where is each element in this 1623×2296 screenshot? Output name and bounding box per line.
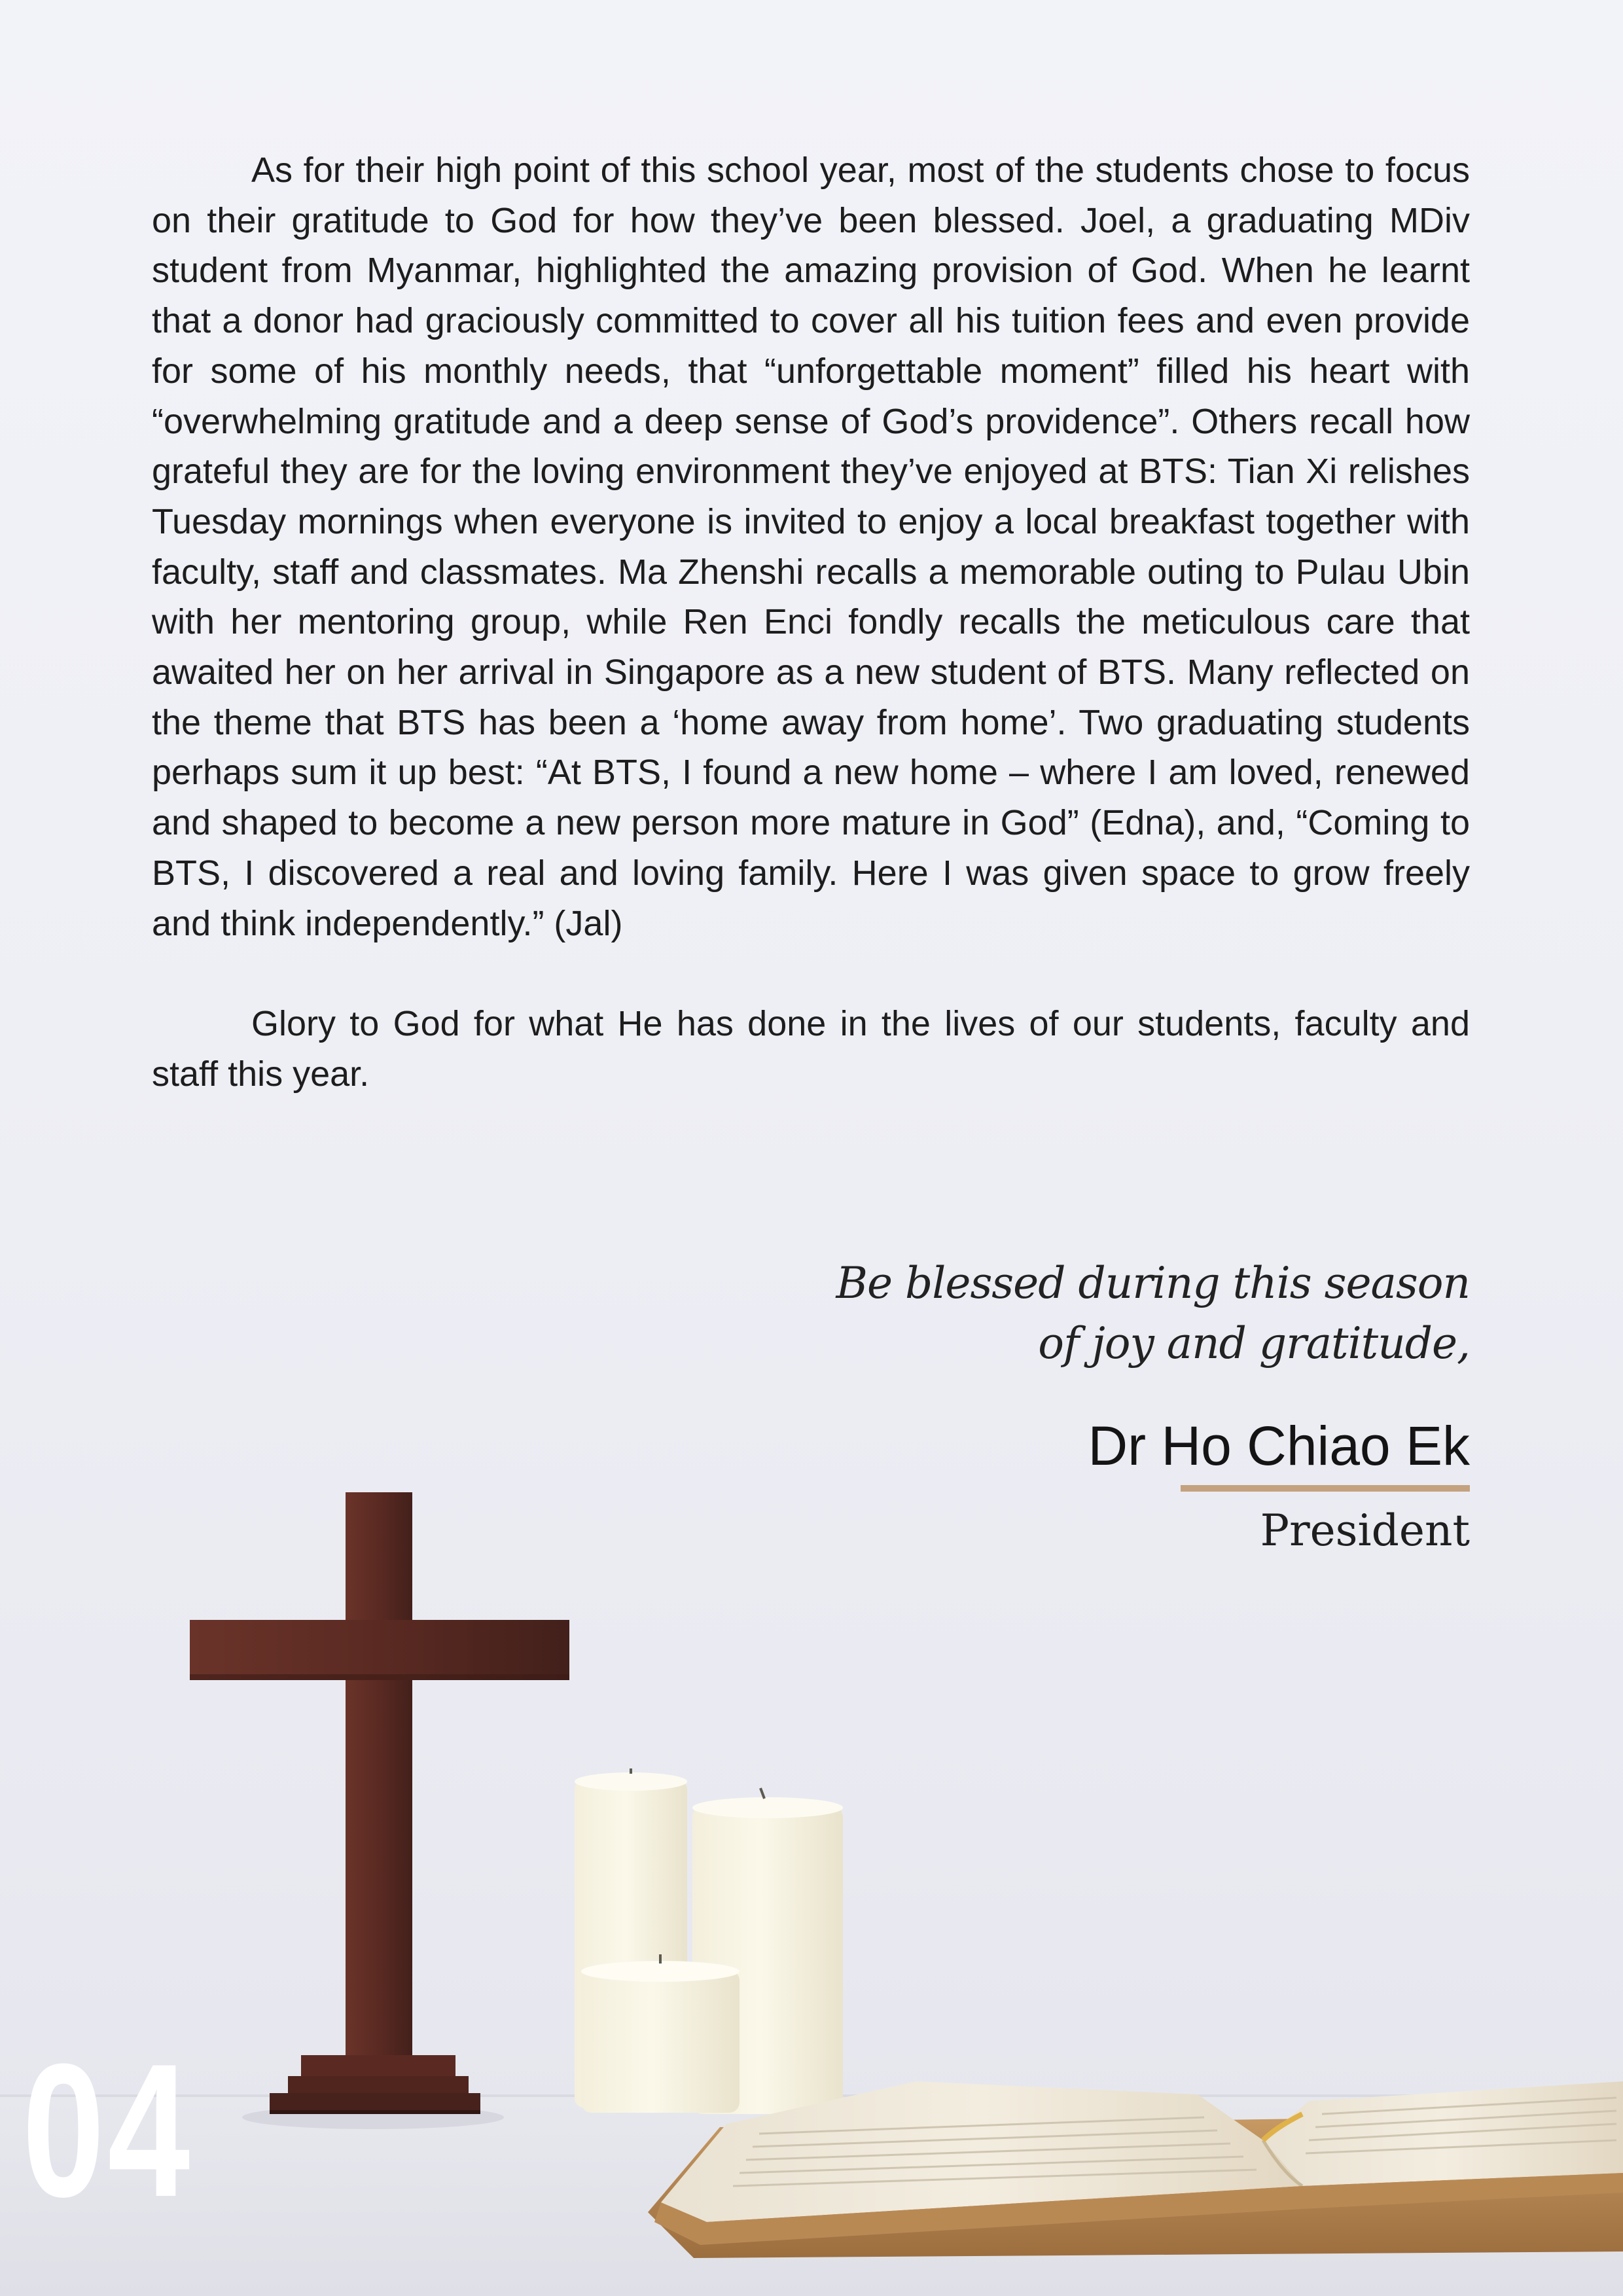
letter-body xyxy=(152,145,1470,1100)
closing-line-2: of joy and gratitude, xyxy=(1038,1318,1470,1369)
signer-title: President xyxy=(1260,1505,1470,1556)
candles-icon xyxy=(575,1768,843,2114)
devotional-still-life xyxy=(0,1407,1623,2296)
closing-line-1: Be blessed during this season xyxy=(836,1258,1470,1308)
wooden-cross-icon xyxy=(190,1492,569,2129)
paragraph-glory: Glory to God for what He has done in the lives of our students, faculty and staff this year. xyxy=(152,1004,1470,1094)
signer-name: Dr Ho Chiao Ek xyxy=(1088,1415,1470,1477)
page-number: 04 xyxy=(22,2024,193,2236)
paragraph-testimonies: As for their high point of this school year, most of the students chose to focus on their gratitude to God for how they’ve been blessed. Joel, a graduating MDiv student from Myanmar, highlighted the amazing provision of God. When he learnt that a donor had graciously committed to cover all his tuition fees and even provide for some of his monthly needs, that “unforgettable moment” filled his heart with “overwhelming gratitude and a deep sense of God’s providence”. Others recall how grateful they are for the loving environment they’ve enjoyed at BTS: Tian Xi relishes Tuesday mornings when everyone is invited to enjoy a local breakfast together with faculty, staff and classmates. Ma Zhenshi recalls a memorable outing to Pulau Ubin with her mentoring group, while Ren Enci fondly recalls the meticulous care that awaited her on her arrival in Singapore as a new student of BTS. Many reflected on the theme that BTS has been a ‘home away from home’. Two graduating students perhaps sum it up best: “At BTS, I found a new home – where I am loved, renewed and shaped to become a new person more mature in God” (Edna), and, “Coming to BTS, I discovered a real and loving family. Here I was given space to grow freely and think independently.” (Jal) xyxy=(152,151,1470,943)
